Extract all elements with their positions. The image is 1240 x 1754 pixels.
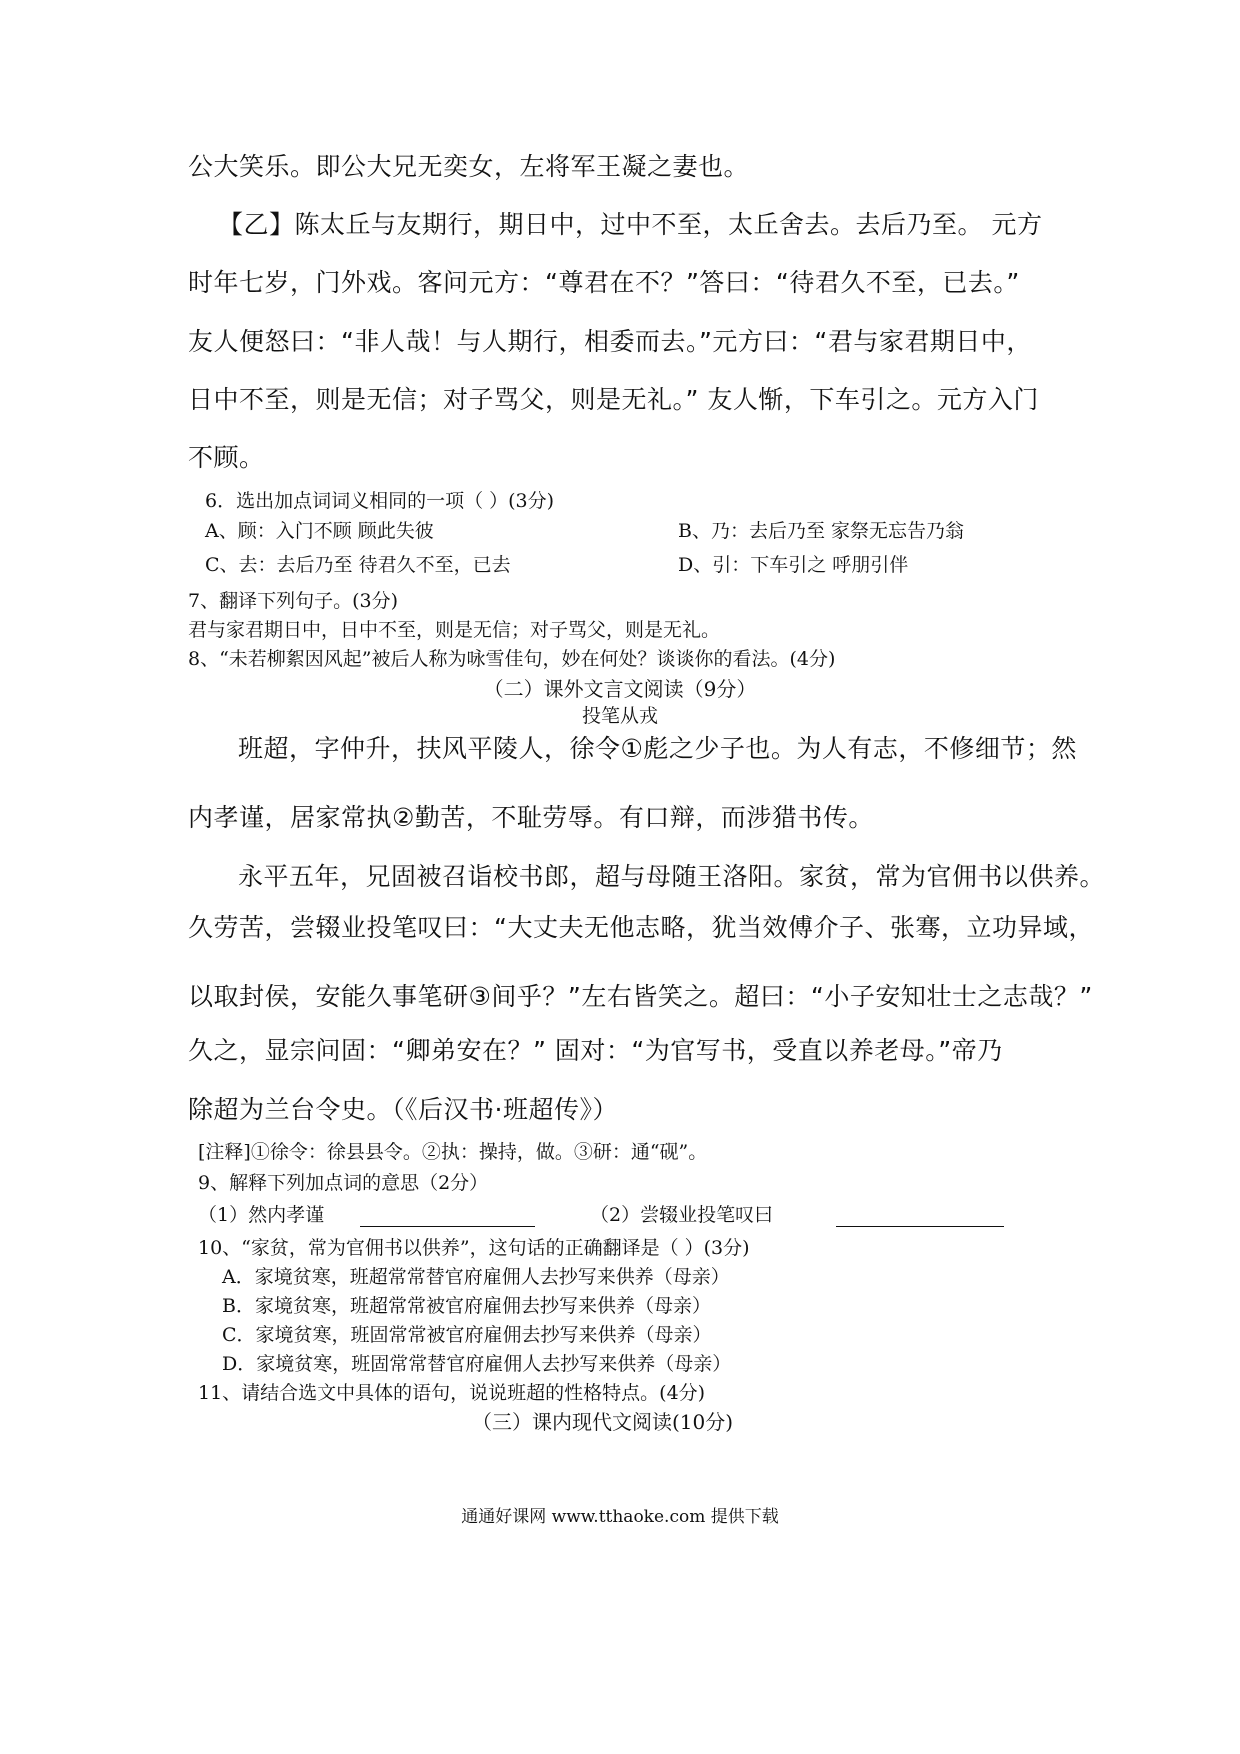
- passage-b-line-4: 日中不至，则是无信；对子骂父，则是无礼。” 友人惭，下车引之。元方入门: [188, 385, 1039, 414]
- section-2-title: 投笔从戎: [581, 705, 658, 727]
- passage-a-ending: 公大笑乐。即公大兄无奕女，左将军王凝之妻也。: [188, 152, 750, 181]
- question-8: 8、“未若柳絮因风起”被后人称为咏雪佳句，妙在何处？谈谈你的看法。(4分): [188, 648, 836, 670]
- passage-b-line-2: 时年七岁，门外戏。客问元方：“尊君在不？”答曰：“待君久不至，已去。”: [188, 268, 1020, 297]
- question-7-stem: 7、翻译下列句子。(3分): [188, 590, 399, 612]
- section-2-para-2-line-4: 久之，显宗问固：“卿弟安在？” 固对：“为官写书，受直以养老母。”帝乃: [188, 1036, 1003, 1065]
- section-3-heading: （三）课内现代文阅读(10分): [472, 1410, 734, 1434]
- passage-b-line-3: 友人便怒曰：“非人哉！与人期行，相委而去。”元方曰：“君与家君期日中，: [188, 327, 1032, 356]
- question-11: 11、请结合选文中具体的语句，说说班超的性格特点。(4分): [198, 1382, 706, 1404]
- section-2-para-2-line-1: 永平五年，兄固被召诣校书郎，超与母随王洛阳。家贫，常为官佣书以供养。: [238, 862, 1106, 891]
- section-2-para-1-line-2: 内孝谨，居家常执②勤苦，不耻劳辱。有口辩，而涉猎书传。: [188, 803, 874, 832]
- question-9-item-1: （1）然内孝谨: [198, 1204, 325, 1226]
- page-footer: 通通好课网 www.tthaoke.com 提供下载: [461, 1507, 779, 1527]
- question-10-stem: 10、“家贫，常为官佣书以供养”，这句话的正确翻译是（ ）(3分): [198, 1237, 750, 1259]
- question-7-sentence: 君与家君期日中，日中不至，则是无信；对子骂父，则是无礼。: [188, 619, 721, 641]
- question-10-option-a: A．家境贫寒，班超常常替官府雇佣人去抄写来供养（母亲）: [222, 1266, 730, 1288]
- question-6-option-d: D、引：下车引之 呼朋引伴: [678, 554, 909, 576]
- section-2-para-2-line-3: 以取封侯，安能久事笔研③间乎？”左右皆笑之。超曰：“小子安知壮士之志哉？”: [188, 982, 1093, 1011]
- question-6-option-c: C、去：去后乃至 待君久不至，已去: [205, 554, 511, 576]
- passage-b-line-1: 【乙】陈太丘与友期行，期日中，过中不至，太丘舍去。去后乃至。 元方: [218, 210, 1043, 239]
- question-6-stem: 6．选出加点词词义相同的一项（ ）(3分): [205, 490, 555, 512]
- section-2-para-2-line-5: 除超为兰台令史。（《后汉书·班超传》）: [188, 1095, 618, 1124]
- question-9-answer-line-1[interactable]: [360, 1226, 535, 1227]
- question-9-stem: 9、解释下列加点词的意思（2分）: [198, 1172, 489, 1194]
- question-10-option-b: B．家境贫寒，班超常常被官府雇佣去抄写来供养（母亲）: [222, 1295, 711, 1317]
- section-2-para-2-line-2: 久劳苦，尝辍业投笔叹曰：“大丈夫无他志略，犹当效傅介子、张骞，立功异域，: [188, 913, 1094, 942]
- question-10-option-d: D．家境贫寒，班固常常替官府雇佣人去抄写来供养（母亲）: [222, 1353, 732, 1375]
- question-9-item-2: （2）尝辍业投笔叹曰: [590, 1204, 774, 1226]
- annotation-notes: [注释]①徐令：徐县县令。②执：操持，做。③研：通“砚”。: [198, 1141, 708, 1163]
- question-6-option-b: B、乃：去后乃至 家祭无忘告乃翁: [678, 520, 965, 542]
- passage-b-line-5: 不顾。: [188, 443, 265, 472]
- question-6-option-a: A、顾：入门不顾 顾此失彼: [205, 520, 434, 542]
- section-2-heading: （二）课外文言文阅读（9分）: [483, 677, 757, 701]
- question-10-option-c: C．家境贫寒，班固常常被官府雇佣去抄写来供养（母亲）: [222, 1324, 712, 1346]
- question-9-answer-line-2[interactable]: [836, 1226, 1004, 1227]
- section-2-para-1-line-1: 班超，字仲升，扶风平陵人，徐令①彪之少子也。为人有志，不修细节；然: [238, 734, 1077, 763]
